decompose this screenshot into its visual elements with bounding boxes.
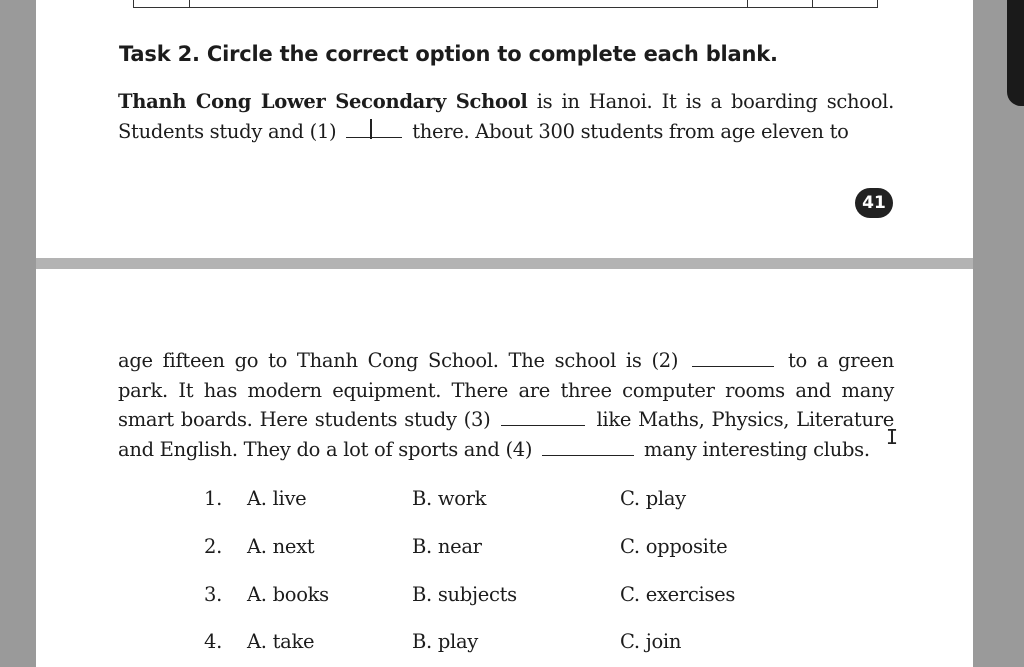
option-a[interactable]: A. live — [247, 487, 307, 510]
option-b[interactable]: B. work — [412, 487, 487, 510]
table-bottom-edge — [133, 0, 878, 8]
paragraph-text: like Maths, Physics, Literature and English. They do a lot of sports and (4) — [118, 408, 894, 461]
option-a[interactable]: A. books — [247, 583, 329, 606]
option-c[interactable]: C. join — [620, 630, 682, 653]
option-c[interactable]: C. opposite — [620, 535, 728, 558]
school-name: Thanh Cong Lower Secondary School — [118, 90, 528, 113]
option-b[interactable]: B. subjects — [412, 583, 517, 606]
page-divider — [36, 258, 973, 269]
question-number: 3. — [204, 583, 223, 606]
i-beam-cursor-icon: I — [886, 425, 899, 449]
option-b[interactable]: B. play — [412, 630, 478, 653]
table-cell-divider — [747, 0, 748, 7]
question-number: 4. — [204, 630, 223, 653]
document-page-bottom — [36, 269, 973, 667]
side-panel-edge — [1007, 0, 1024, 106]
option-a[interactable]: A. take — [247, 630, 315, 653]
table-cell-divider — [812, 0, 813, 7]
blank-1[interactable] — [346, 136, 402, 138]
question-number: 1. — [204, 487, 223, 510]
table-cell-divider — [189, 0, 190, 7]
paragraph-text: there. About 300 students from age eleven to — [412, 119, 849, 143]
option-a[interactable]: A. next — [247, 535, 315, 558]
blank-4[interactable] — [542, 454, 634, 456]
text-caret-icon — [370, 119, 372, 139]
paragraph-text: to a green park. It has modern equipment. There are three computer rooms and many smart boards. Here students study (3) — [118, 349, 894, 431]
task-title: Task 2. Circle the correct option to complete each blank. — [119, 42, 778, 66]
paragraph-bottom — [118, 346, 894, 464]
paragraph-top — [118, 87, 894, 146]
option-c[interactable]: C. exercises — [620, 583, 736, 606]
blank-3[interactable] — [501, 424, 585, 426]
page-number-badge: 41 — [855, 188, 893, 218]
option-c[interactable]: C. play — [620, 487, 686, 510]
option-b[interactable]: B. near — [412, 535, 482, 558]
paragraph-text: is in Hanoi. It is a boarding school. Students study and (1) — [118, 90, 895, 143]
blank-2[interactable] — [692, 365, 774, 367]
paragraph-text: many interesting clubs. — [644, 437, 870, 461]
question-number: 2. — [204, 535, 223, 558]
paragraph-text: age fifteen go to Thanh Cong School. The school is (2) — [118, 349, 679, 372]
